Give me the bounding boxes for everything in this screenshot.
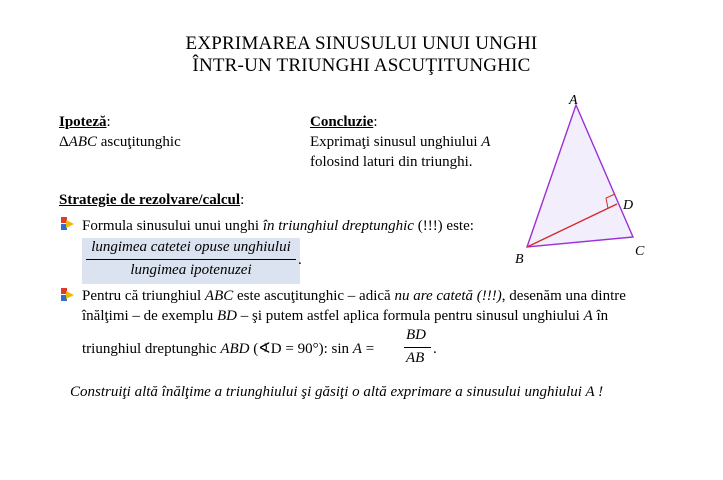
ipoteza-abc: ABC — [68, 134, 97, 150]
bullet-1-pre: Formula sinusului unui unghi — [82, 218, 263, 234]
sin-denominator: AB — [406, 350, 425, 366]
concluzie-label: Concluzie — [310, 114, 374, 130]
strategie-heading — [59, 190, 244, 210]
title-line-1: EXPRIMAREA SINUSULUI UNUI UNGHI — [185, 33, 538, 54]
bullet-2-line-1 — [82, 286, 626, 306]
strategie-colon: : — [240, 192, 245, 208]
b2-l1a: Pentru că triunghiul — [82, 288, 205, 304]
bullet-2-line-2 — [82, 306, 608, 326]
ipoteza-colon: : — [106, 114, 111, 130]
delta-symbol: Δ — [59, 134, 69, 150]
sin-dot: . — [433, 341, 437, 357]
b2-l2a: înălţimi – de exemplu — [82, 308, 217, 324]
bullet-1-italic: în triunghiul dreptunghic — [262, 218, 414, 234]
strategie-label: Strategie de rezolvare/calcul — [59, 192, 241, 208]
ipoteza-text — [59, 132, 181, 152]
sin-fraction-bar — [404, 347, 431, 348]
b2-l1e: , desenăm una dintre — [501, 288, 626, 304]
label-a: A — [569, 93, 578, 108]
concluzie-heading — [310, 112, 378, 132]
concluzie-angle-var: A — [481, 134, 491, 150]
label-b: B — [515, 252, 524, 267]
label-c: C — [635, 244, 645, 259]
concluzie-line-1-text: Exprimaţi sinusul unghiului — [310, 134, 482, 150]
b2-l3e: = — [361, 341, 375, 357]
bullet-1-text — [82, 216, 474, 236]
bullet-2-line-3 — [82, 339, 374, 359]
b2-l2c: – şi putem astfel aplica formula pentru sinusul unghiului — [236, 308, 584, 324]
title-line-2: ÎNTR-UN TRIUNGHI ASCUŢITUNGHIC — [192, 55, 531, 76]
bullet-arrow-icon — [61, 288, 75, 302]
ipoteza-heading — [59, 112, 111, 132]
triangle-abc — [527, 105, 633, 247]
concluzie-line-2: folosind laturi din triunghi. — [310, 154, 473, 170]
b2-l1c: este ascuţitunghic – adică — [233, 288, 395, 304]
b2-l1d: nu are catetă (!!!) — [394, 288, 502, 304]
formula-numerator: lungimea catetei opuse unghiului — [91, 239, 291, 255]
bullet-1-post: (!!!) este: — [413, 218, 474, 234]
formula-dot: . — [298, 252, 302, 268]
b2-l3a: triunghiul dreptunghic — [82, 341, 221, 357]
ipoteza-desc: ascuţitunghic — [97, 134, 181, 150]
triangle-figure — [505, 90, 655, 270]
formula-denominator: lungimea ipotenuzei — [130, 262, 252, 278]
ipoteza-label: Ipoteză — [59, 114, 107, 130]
b2-l3d: A — [352, 341, 362, 357]
bullet-arrow-icon — [61, 217, 75, 231]
b2-l1b: ABC — [204, 288, 234, 304]
formula-fraction-bar — [86, 259, 296, 260]
b2-l2b: BD — [216, 308, 237, 324]
b2-l2d: A — [583, 308, 593, 324]
b2-l3b: ABD — [220, 341, 250, 357]
task-text: Construiţi altă înălţime a triunghiului şi găsiţi o altă exprimare a sinusului unghiului A ! — [70, 384, 604, 400]
sin-numerator: BD — [406, 327, 426, 343]
label-d: D — [623, 198, 634, 213]
concluzie-line-1 — [310, 132, 490, 152]
b2-l3c: (∢D = 90°): sin — [249, 341, 353, 357]
concluzie-colon: : — [373, 114, 378, 130]
b2-l2e: în — [592, 308, 609, 324]
